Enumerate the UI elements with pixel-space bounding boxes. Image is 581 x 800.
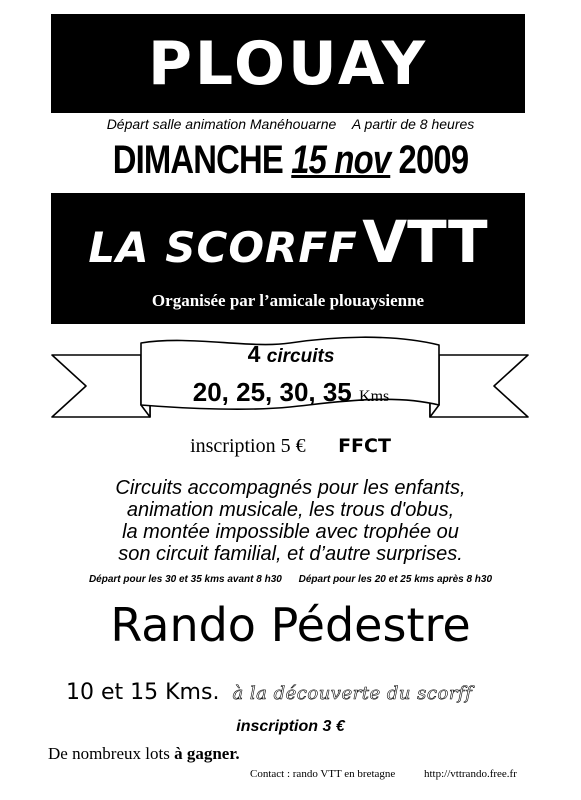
rando-distances: 10 et 15 Kms. — [66, 680, 220, 705]
event-title — [51, 208, 525, 276]
date-date: 15 nov — [291, 138, 391, 182]
description-line: la montée impossible avec trophée ou — [122, 521, 459, 543]
circuit-distances — [150, 377, 432, 408]
distance-values: 20, 25, 30, 35 — [192, 377, 352, 407]
rando-tagline: à la découverte du scorff — [232, 683, 473, 704]
rando-distances-line — [66, 680, 472, 705]
departure-time-long: Départ pour les 30 et 35 kms avant 8 h30 — [88, 574, 282, 585]
date-day: DIMANCHE — [112, 138, 283, 182]
description-line: Circuits accompagnés pour les enfants, — [115, 477, 466, 499]
inscription-line — [0, 435, 581, 458]
description-line: animation musicale, les trous d'obus, — [126, 499, 455, 521]
prizes-text: De nombreux lots — [48, 744, 175, 763]
start-time: A partir de 8 heures — [351, 116, 475, 132]
town-title: PLOUAY — [147, 28, 429, 99]
contact-info: Contact : rando VTT en bretagne — [250, 768, 396, 780]
description — [0, 477, 581, 565]
event-date — [52, 138, 528, 183]
circuit-number: 4 — [247, 341, 261, 367]
prizes-emphasis: à gagner. — [174, 744, 240, 763]
federation-label: FFCT — [338, 435, 391, 457]
description-line: son circuit familial, et d’autre surprises. — [118, 543, 463, 565]
event-suffix: VTT — [362, 208, 488, 276]
event-banner — [51, 193, 525, 324]
circuit-label: circuits — [266, 346, 335, 367]
rando-title: Rando Pédestre — [110, 598, 471, 652]
organizer: Organisée par l’amicale plouaysienne — [151, 291, 425, 310]
circuit-count — [150, 341, 432, 368]
rando-inscription: inscription 3 € — [236, 718, 345, 735]
departure-location: Départ salle animation Manéhouarne — [106, 116, 337, 132]
departure-times — [0, 574, 581, 585]
prizes-line — [48, 744, 240, 764]
date-year: 2009 — [398, 138, 469, 182]
distance-unit: Kms — [359, 388, 390, 405]
departure-line — [0, 116, 581, 132]
event-name: LA SCORFF — [88, 223, 358, 272]
inscription-price: inscription 5 € — [190, 435, 306, 457]
title-banner — [51, 14, 525, 113]
departure-time-short: Départ pour les 20 et 25 kms après 8 h30 — [298, 574, 493, 585]
website-url: http://vttrando.free.fr — [424, 768, 517, 780]
